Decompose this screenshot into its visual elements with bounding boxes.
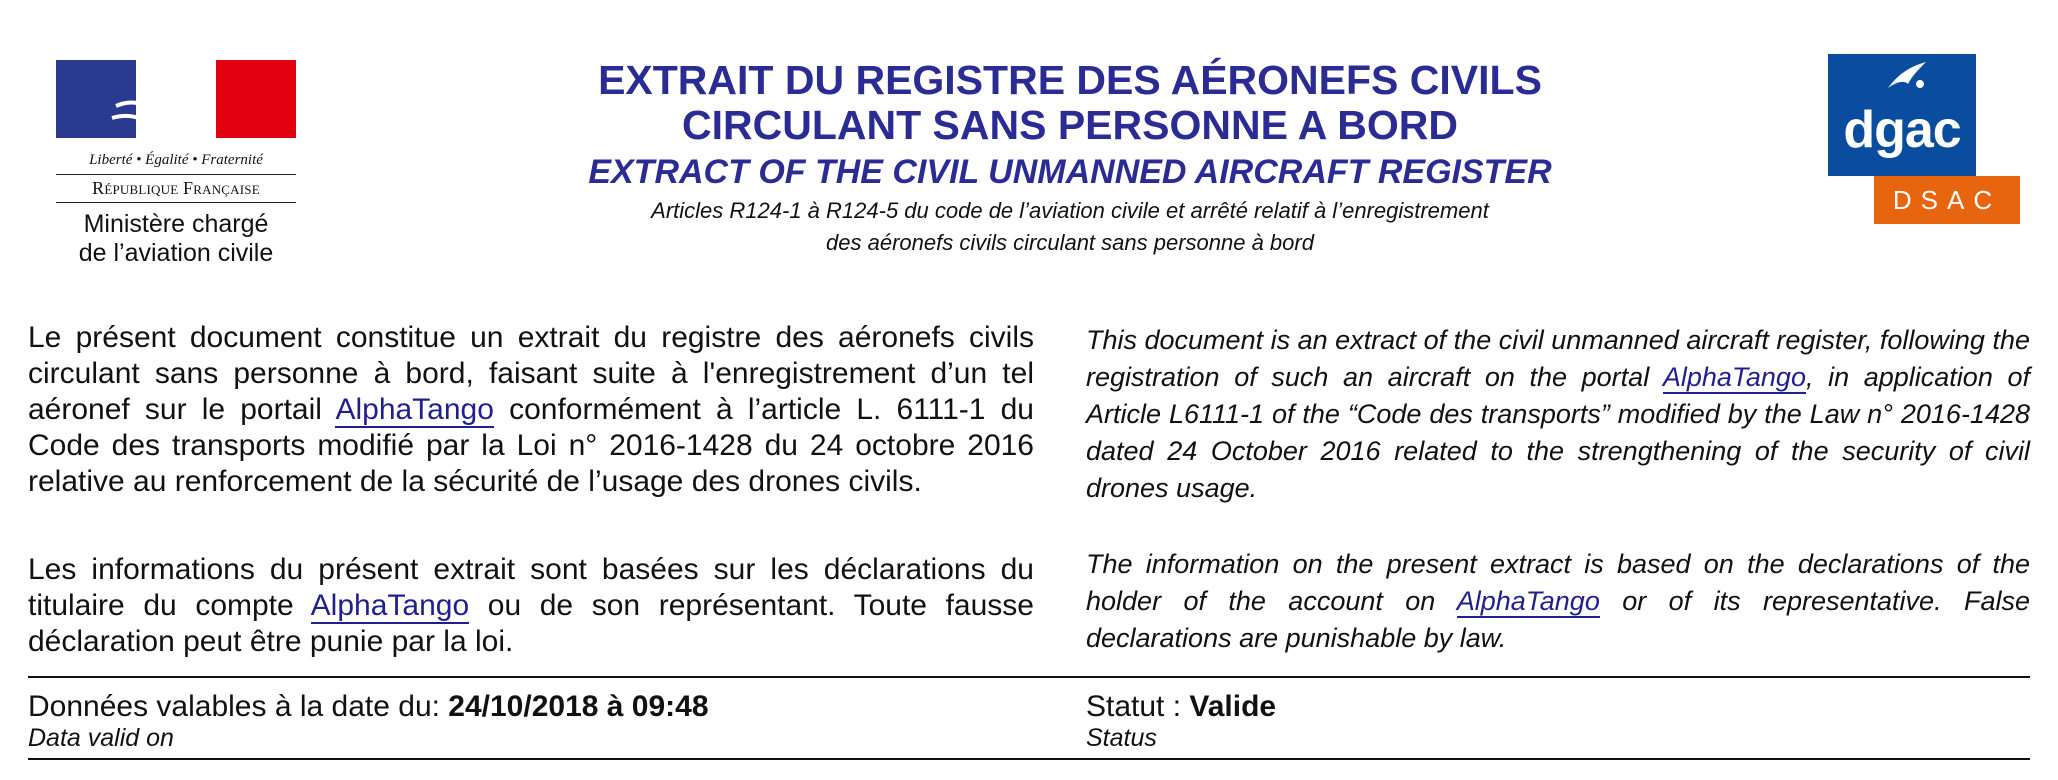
title-line-1: EXTRAIT DU REGISTRE DES AÉRONEFS CIVILS xyxy=(598,57,1542,103)
valid-date-sublabel: Data valid on xyxy=(28,724,174,752)
title-english: EXTRACT OF THE CIVIL UNMANNED AIRCRAFT REGISTER xyxy=(588,153,1552,191)
republique-francaise-logo xyxy=(56,60,296,267)
fr-paragraph-2: Les informations du présent extrait sont basées sur les déclarations du titulaire du compte AlphaTango ou de son représentant. Toute fausse déclaration peut être punie par la loi. xyxy=(28,553,1034,658)
republic-name: République Française xyxy=(92,178,260,198)
alphatango-link[interactable]: AlphaTango xyxy=(310,589,470,622)
status-label: Statut : xyxy=(1086,690,1190,723)
divider-bottom xyxy=(28,758,2030,760)
articles-line-1: Articles R124-1 à R124-5 du code de l’aviation civile et arrêté relatif à l’enregistrement xyxy=(651,198,1489,223)
document-header xyxy=(500,58,1640,256)
divider-top xyxy=(28,676,2030,678)
valid-date-label: Données valables à la date du: xyxy=(28,690,449,723)
status-block xyxy=(1086,690,1986,752)
status-sublabel: Status xyxy=(1086,724,1157,752)
alphatango-link[interactable]: AlphaTango xyxy=(335,393,494,426)
motto: Liberté • Égalité • Fraternité xyxy=(89,152,263,168)
en-paragraph-2: The information on the present extract is based on the declarations of the holder of the account on AlphaTango or of its representative. False declarations are punishable by law. xyxy=(1086,549,2030,653)
bird-icon xyxy=(1882,58,1932,98)
alphatango-link[interactable]: AlphaTango xyxy=(1662,362,1806,392)
valid-date-value: 24/10/2018 à 09:48 xyxy=(448,690,709,723)
articles-line-2: des aéronefs civils circulant sans personne à bord xyxy=(826,230,1314,255)
marianne-flag-icon xyxy=(56,60,296,138)
alphatango-link[interactable]: AlphaTango xyxy=(1456,586,1600,616)
dsac-label: DSAC xyxy=(1874,176,2020,224)
fr-paragraph-1: Le présent document constitue un extrait du registre des aéronefs civils circulant sans personne à bord, faisant suite à l'enregistrement d’un tel aéronef sur le portail AlphaTango conformément à l’article L. 6111-1 du Code des transports modifié par la Loi n° 2016-1428 du 24 octobre 2016 relative au renforcement de la sécurité de l’usage des drones civils. xyxy=(28,321,1034,498)
dgac-wordmark: dgac xyxy=(1843,101,1961,159)
en-paragraph-1: This document is an extract of the civil unmanned aircraft register, following the registration of such an aircraft on the portal AlphaTango, in application of Article L6111-1 of the “Code des transports” modified by the Law n° 2016-1428 dated 24 October 2016 related to the strengthening of the security of civil drones usage. xyxy=(1086,325,2030,503)
status-value: Valide xyxy=(1189,690,1277,723)
dgac-logo xyxy=(1828,54,2022,232)
valid-date-block xyxy=(28,690,1028,752)
title-line-2: CIRCULANT SANS PERSONNE A BORD xyxy=(682,102,1458,148)
ministry-name: Ministère chargé de l’aviation civile xyxy=(78,210,274,267)
